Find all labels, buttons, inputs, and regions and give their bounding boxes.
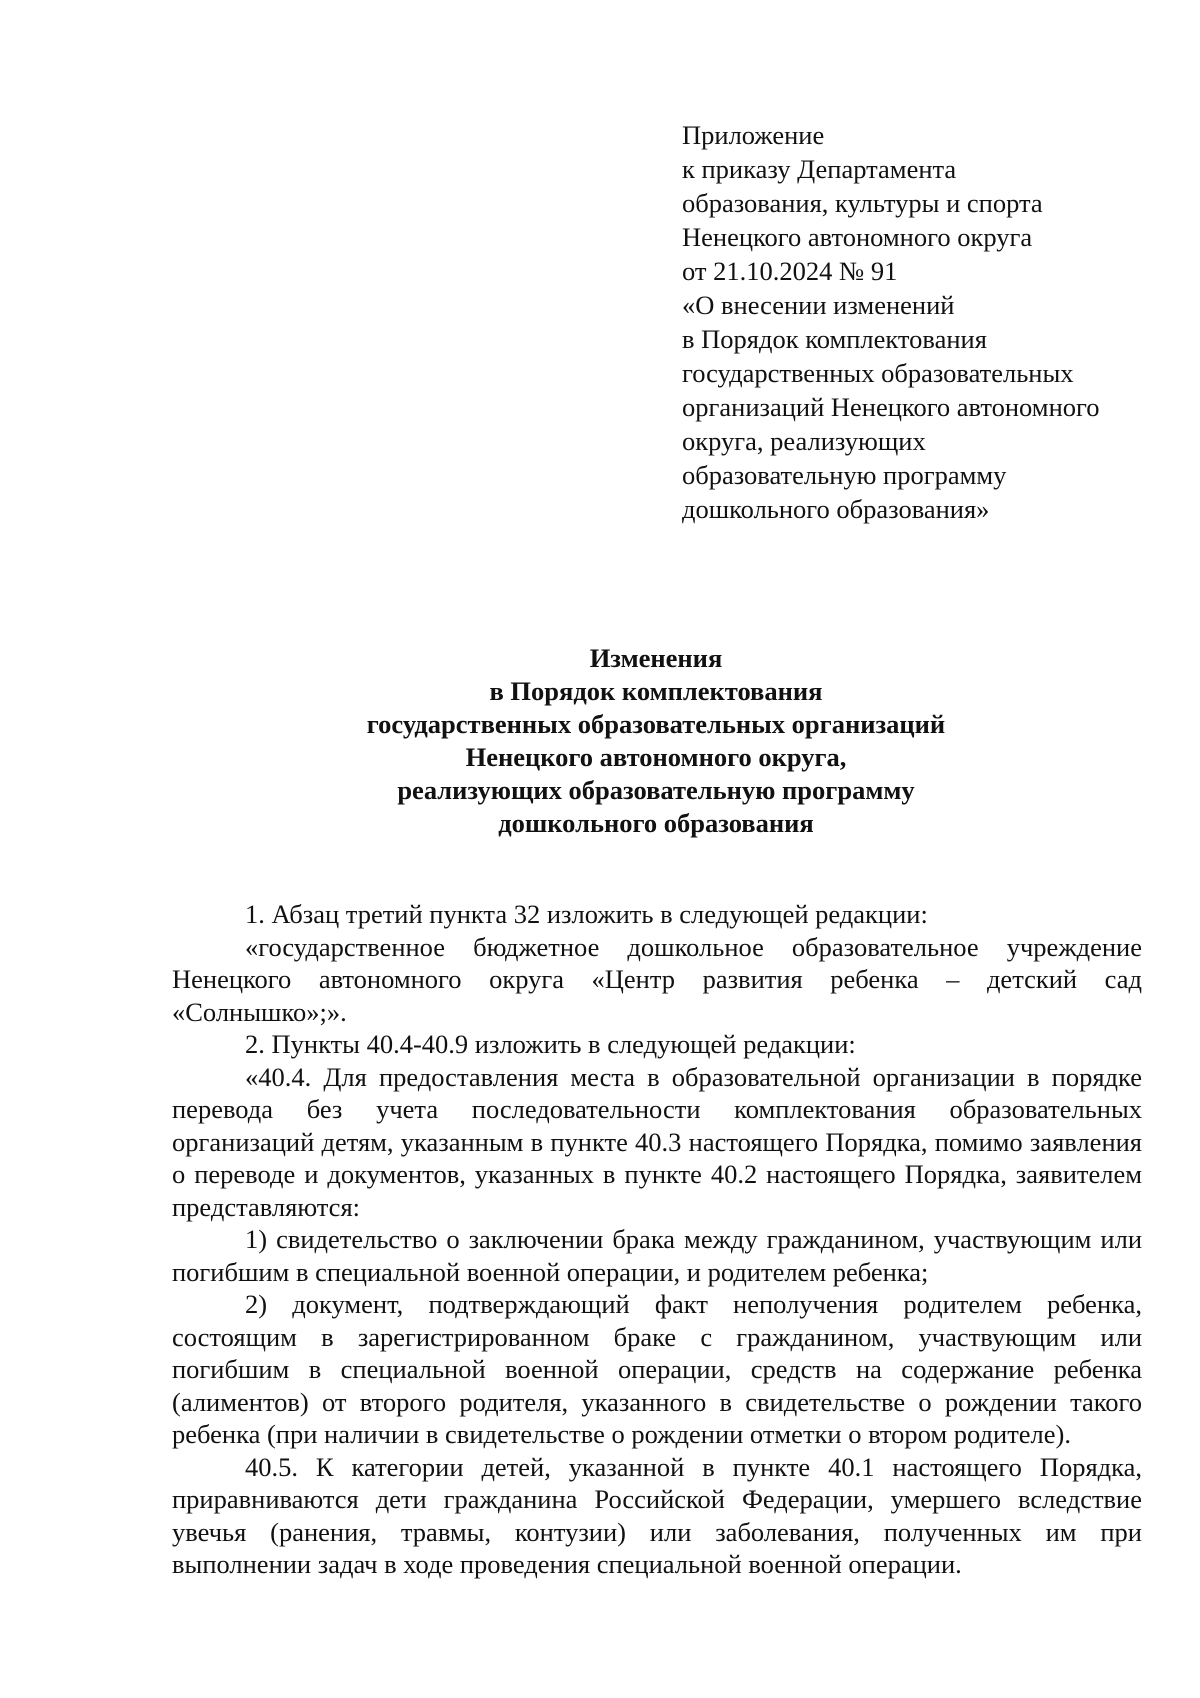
appendix-line: образования, культуры и спорта: [682, 188, 1043, 218]
document-title: [170, 642, 1142, 840]
document-body: [172, 898, 1142, 1581]
paragraph-item-1: 1. Абзац третий пункта 32 изложить в следующей редакции:: [245, 899, 928, 929]
appendix-line: в Порядок комплектования: [682, 324, 987, 354]
title-line: Изменения: [589, 643, 723, 673]
appendix-line: от 21.10.2024 № 91: [682, 256, 898, 286]
appendix-line: Приложение: [682, 120, 825, 150]
paragraph-item-2: 2. Пункты 40.4-40.9 изложить в следующей редакции:: [245, 1029, 856, 1059]
title-line: реализующих образовательную программу: [397, 775, 915, 805]
paragraph-40-4-sub-1: 1) свидетельство о заключении брака между гражданином, участвующим или погибшим в специальной военной операции, и родителем ребенка;: [172, 1224, 1142, 1287]
paragraph-40-4-sub-2: 2) документ, подтверждающий факт неполучения родителем ребенка, состоящим в зарегистрированном браке с гражданином, участвующим или погибшим в специальной военной операции, средств на содержание ребенка (алиментов) от второго родителя, указанного в свидетельстве о рождении такого ребенка (при наличии в свидетельстве о рождении отметки о втором родителе).: [172, 1289, 1142, 1449]
appendix-line: образовательную программу: [682, 460, 1007, 490]
appendix-line: государственных образовательных: [682, 358, 1074, 388]
title-line: дошкольного образования: [498, 808, 814, 838]
appendix-line: округа, реализующих: [682, 426, 926, 456]
appendix-line: Ненецкого автономного округа: [682, 222, 1033, 252]
paragraph-40-5: 40.5. К категории детей, указанной в пункте 40.1 настоящего Порядка, приравниваются дети гражданина Российской Федерации, умершего вследствие увечья (ранения, травмы, контузии) или заболевания, полученных им при выполнении задач в ходе проведения специальной военной операции.: [172, 1451, 1142, 1579]
title-line: Ненецкого автономного округа,: [465, 742, 847, 772]
title-line: в Порядок комплектования: [489, 676, 823, 706]
appendix-line: организаций Ненецкого автономного: [682, 392, 1100, 422]
appendix-line: «О внесении изменений: [682, 290, 955, 320]
appendix-header: [682, 118, 1162, 526]
appendix-line: дошкольного образования»: [682, 494, 990, 524]
title-line: государственных образовательных организаций: [366, 709, 946, 739]
paragraph-quote-institution: «государственное бюджетное дошкольное образовательное учреждение Ненецкого автономного округа «Центр развития ребенка – детский сад «Солнышко»;».: [172, 931, 1142, 1027]
appendix-line: к приказу Департамента: [682, 154, 957, 184]
paragraph-40-4: «40.4. Для предоставления места в образовательной организации в порядке перевода без учета последовательности комплектования образовательных организаций детям, указанным в пункте 40.3 настоящего Порядка, помимо заявления о переводе и документов, указанных в пункте 40.2 настоящего Порядка, заявителем представляются:: [172, 1061, 1142, 1222]
